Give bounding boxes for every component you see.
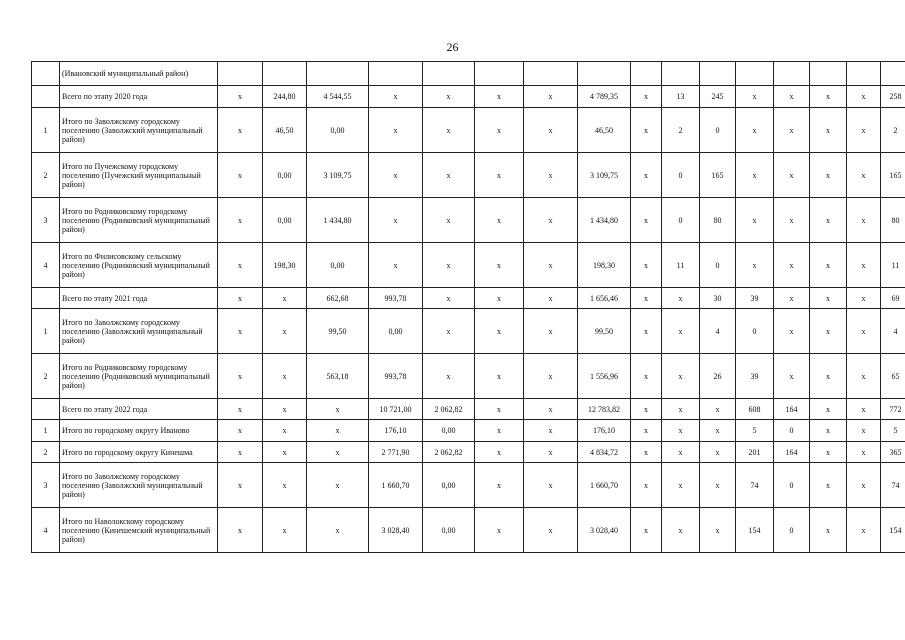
table-cell: 11 xyxy=(662,243,700,288)
table-cell: х xyxy=(662,399,700,420)
table-cell: х xyxy=(631,198,662,243)
table-cell: 2 771,90 xyxy=(369,442,423,463)
table-cell: 563,18 xyxy=(307,354,369,399)
table-cell: 69 xyxy=(881,288,905,309)
table-cell: 4 xyxy=(700,309,736,354)
table-cell: 0 xyxy=(774,420,810,442)
table-cell: х xyxy=(662,309,700,354)
table-cell: 74 xyxy=(881,463,905,508)
table-cell: х xyxy=(263,399,307,420)
table-cell: 244,80 xyxy=(263,86,307,108)
table-cell: х xyxy=(475,354,524,399)
table-cell: х xyxy=(810,442,847,463)
table-cell: х xyxy=(847,288,881,309)
table-cell: 0,00 xyxy=(369,309,423,354)
table-cell: 1 434,80 xyxy=(578,198,631,243)
table-cell: 26 xyxy=(700,354,736,399)
table-cell: х xyxy=(263,420,307,442)
table-cell: х xyxy=(774,288,810,309)
table-cell: х xyxy=(423,153,475,198)
table-cell: х xyxy=(475,399,524,420)
table-cell: х xyxy=(847,508,881,553)
table-cell: х xyxy=(631,153,662,198)
table-cell: 1 660,70 xyxy=(578,463,631,508)
row-number xyxy=(32,399,60,420)
table-row xyxy=(32,420,905,442)
table-cell: х xyxy=(631,463,662,508)
table-cell: х xyxy=(662,463,700,508)
table-cell: х xyxy=(524,86,578,108)
table-cell: 0,00 xyxy=(263,153,307,198)
table-cell: х xyxy=(774,86,810,108)
table-cell: х xyxy=(475,442,524,463)
table-cell: х xyxy=(369,198,423,243)
row-name: Итого по Пучежскому городскому поселению (Пучежский муниципальный район) xyxy=(60,153,218,198)
table-body xyxy=(32,62,905,553)
table-row xyxy=(32,442,905,463)
table-cell xyxy=(847,62,881,86)
table-cell: 0,00 xyxy=(263,198,307,243)
table-cell: 154 xyxy=(881,508,905,553)
table-cell: 198,30 xyxy=(263,243,307,288)
row-name: Итого по Заволжскому городскому поселению (Заволжский муниципальный район) xyxy=(60,108,218,153)
report-table xyxy=(31,61,905,553)
table-cell: х xyxy=(847,153,881,198)
row-name: Итого по городскому округу Иваново xyxy=(60,420,218,442)
table-cell: х xyxy=(847,86,881,108)
table-cell: 5 xyxy=(736,420,774,442)
table-cell: х xyxy=(847,309,881,354)
table-cell: 4 834,72 xyxy=(578,442,631,463)
table-row xyxy=(32,153,905,198)
table-cell: х xyxy=(307,442,369,463)
table-cell: х xyxy=(218,86,263,108)
table-cell: х xyxy=(631,508,662,553)
table-cell: х xyxy=(847,420,881,442)
table-cell: 365 xyxy=(881,442,905,463)
table-cell: х xyxy=(662,508,700,553)
table-cell: 5 xyxy=(881,420,905,442)
table-cell: 198,30 xyxy=(578,243,631,288)
table-cell: х xyxy=(218,399,263,420)
row-number xyxy=(32,288,60,309)
table-cell: 176,10 xyxy=(578,420,631,442)
table-cell: х xyxy=(475,288,524,309)
row-name: Итого по Родниковскому городскому поселению (Родниковский муниципальный район) xyxy=(60,198,218,243)
table-cell: х xyxy=(475,153,524,198)
table-cell: х xyxy=(263,354,307,399)
table-cell: х xyxy=(263,288,307,309)
table-cell: х xyxy=(475,463,524,508)
table-cell: 0 xyxy=(774,463,810,508)
table-cell: 74 xyxy=(736,463,774,508)
table-row xyxy=(32,86,905,108)
table-cell: 4 544,55 xyxy=(307,86,369,108)
row-name: Итого по городскому округу Кинешма xyxy=(60,442,218,463)
table-cell: 662,68 xyxy=(307,288,369,309)
table-cell xyxy=(810,62,847,86)
table-cell: 39 xyxy=(736,354,774,399)
row-number: 2 xyxy=(32,153,60,198)
row-number: 3 xyxy=(32,463,60,508)
table-cell: х xyxy=(475,420,524,442)
table-cell: х xyxy=(263,508,307,553)
table-cell xyxy=(218,62,263,86)
table-cell: х xyxy=(736,86,774,108)
table-cell: х xyxy=(423,86,475,108)
table-cell: х xyxy=(307,399,369,420)
table-cell xyxy=(631,62,662,86)
table-cell: 10 721,00 xyxy=(369,399,423,420)
row-name: Итого по Родниковскому городскому поселению (Родниковский муниципальный район) xyxy=(60,354,218,399)
table-cell: 99,50 xyxy=(307,309,369,354)
table-cell: х xyxy=(423,243,475,288)
table-cell: х xyxy=(218,108,263,153)
table-cell: 80 xyxy=(881,198,905,243)
table-cell: х xyxy=(810,463,847,508)
table-cell: 608 xyxy=(736,399,774,420)
table-cell: х xyxy=(810,309,847,354)
table-cell: х xyxy=(700,399,736,420)
table-cell: х xyxy=(847,108,881,153)
table-row xyxy=(32,354,905,399)
table-cell xyxy=(736,62,774,86)
table-cell: 80 xyxy=(700,198,736,243)
table-cell: х xyxy=(847,442,881,463)
table-cell: 39 xyxy=(736,288,774,309)
table-cell: х xyxy=(218,309,263,354)
table-cell: 164 xyxy=(774,442,810,463)
table-cell: 772 xyxy=(881,399,905,420)
row-name: Итого по Заволжскому городскому поселению (Заволжский муниципальный район) xyxy=(60,463,218,508)
table-cell: 1 556,96 xyxy=(578,354,631,399)
table-cell: х xyxy=(423,108,475,153)
table-cell: х xyxy=(810,399,847,420)
table-cell: 46,50 xyxy=(263,108,307,153)
table-cell: х xyxy=(631,442,662,463)
table-cell: х xyxy=(810,108,847,153)
table-cell: х xyxy=(263,463,307,508)
table-cell: х xyxy=(218,243,263,288)
table-cell: х xyxy=(524,442,578,463)
table-cell: 13 xyxy=(662,86,700,108)
table-cell: х xyxy=(774,198,810,243)
table-cell: 12 783,82 xyxy=(578,399,631,420)
row-number: 2 xyxy=(32,354,60,399)
table-cell: 65 xyxy=(881,354,905,399)
table-cell: х xyxy=(475,309,524,354)
table-cell: х xyxy=(700,463,736,508)
table-cell: 258 xyxy=(881,86,905,108)
table-cell: х xyxy=(736,108,774,153)
table-cell: 2 062,82 xyxy=(423,399,475,420)
row-number: 1 xyxy=(32,108,60,153)
table-cell: 0,00 xyxy=(423,420,475,442)
table-cell: 164 xyxy=(774,399,810,420)
table-row xyxy=(32,508,905,553)
table-cell: 201 xyxy=(736,442,774,463)
table-cell: х xyxy=(524,354,578,399)
table-cell: х xyxy=(810,354,847,399)
table-row xyxy=(32,463,905,508)
table-cell: х xyxy=(218,354,263,399)
table-cell: х xyxy=(736,153,774,198)
table-cell: х xyxy=(524,508,578,553)
table-cell: 993,78 xyxy=(369,354,423,399)
table-cell: х xyxy=(263,309,307,354)
row-number xyxy=(32,86,60,108)
table-cell: х xyxy=(524,288,578,309)
table-row xyxy=(32,62,905,86)
table-cell: х xyxy=(774,354,810,399)
table-cell: х xyxy=(423,354,475,399)
table-cell: х xyxy=(524,198,578,243)
table-cell: 245 xyxy=(700,86,736,108)
table-cell xyxy=(662,62,700,86)
table-cell: х xyxy=(218,198,263,243)
table-cell: х xyxy=(631,420,662,442)
row-name: Всего по этапу 2022 года xyxy=(60,399,218,420)
table-cell: х xyxy=(307,508,369,553)
table-cell: 99,50 xyxy=(578,309,631,354)
row-name: Всего по этапу 2020 года xyxy=(60,86,218,108)
table-cell: 0 xyxy=(700,243,736,288)
row-number: 1 xyxy=(32,420,60,442)
table-row xyxy=(32,198,905,243)
table-cell: х xyxy=(369,108,423,153)
row-name: Итого по Филисовскому сельскому поселению (Родниковский муниципальный район) xyxy=(60,243,218,288)
table-row xyxy=(32,288,905,309)
table-cell: х xyxy=(263,442,307,463)
table-cell: 993,78 xyxy=(369,288,423,309)
table-cell: х xyxy=(369,86,423,108)
table-cell xyxy=(423,62,475,86)
table-row xyxy=(32,309,905,354)
table-cell: х xyxy=(810,243,847,288)
table-cell: 30 xyxy=(700,288,736,309)
table-cell: х xyxy=(662,442,700,463)
table-cell: х xyxy=(631,288,662,309)
table-cell xyxy=(881,62,905,86)
table-cell: х xyxy=(524,399,578,420)
table-cell: х xyxy=(736,198,774,243)
table-cell: х xyxy=(631,354,662,399)
row-name: Всего по этапу 2021 года xyxy=(60,288,218,309)
table-cell: 1 434,80 xyxy=(307,198,369,243)
table-cell: х xyxy=(810,508,847,553)
table-cell: х xyxy=(524,108,578,153)
table-cell: х xyxy=(847,354,881,399)
table-cell: х xyxy=(307,420,369,442)
table-cell: 3 109,75 xyxy=(578,153,631,198)
table-cell xyxy=(369,62,423,86)
table-cell: х xyxy=(662,288,700,309)
table-cell: х xyxy=(423,198,475,243)
table-cell: 0,00 xyxy=(307,108,369,153)
table-cell: 3 028,40 xyxy=(369,508,423,553)
table-cell: х xyxy=(847,399,881,420)
table-cell: 0 xyxy=(700,108,736,153)
row-number: 1 xyxy=(32,309,60,354)
row-name: Итого по Заволжскому городскому поселению (Заволжский муниципальный район) xyxy=(60,309,218,354)
table-cell: х xyxy=(700,442,736,463)
table-cell: х xyxy=(218,442,263,463)
table-cell: 1 660,70 xyxy=(369,463,423,508)
table-cell: 2 062,82 xyxy=(423,442,475,463)
table-cell: х xyxy=(847,243,881,288)
table-cell: х xyxy=(524,153,578,198)
table-cell: х xyxy=(774,153,810,198)
table-cell: х xyxy=(524,243,578,288)
table-cell: х xyxy=(631,309,662,354)
table-cell: 1 656,46 xyxy=(578,288,631,309)
table-cell: х xyxy=(475,86,524,108)
table-cell: х xyxy=(369,243,423,288)
table-cell: х xyxy=(662,354,700,399)
table-cell: х xyxy=(810,198,847,243)
table-cell: х xyxy=(774,243,810,288)
table-cell: 2 xyxy=(662,108,700,153)
table-cell: х xyxy=(475,243,524,288)
table-cell: х xyxy=(631,108,662,153)
table-cell: 165 xyxy=(700,153,736,198)
row-name: (Ивановский муниципальный район) xyxy=(60,62,218,86)
table-cell: х xyxy=(475,108,524,153)
table-cell xyxy=(700,62,736,86)
table-row xyxy=(32,108,905,153)
table-cell: 46,50 xyxy=(578,108,631,153)
table-cell: х xyxy=(774,108,810,153)
table-cell: 4 789,35 xyxy=(578,86,631,108)
table-cell: х xyxy=(700,420,736,442)
table-cell: 0,00 xyxy=(423,508,475,553)
table-cell: 176,10 xyxy=(369,420,423,442)
table-cell xyxy=(578,62,631,86)
table-cell: 3 028,40 xyxy=(578,508,631,553)
table-cell: х xyxy=(847,463,881,508)
table-cell: х xyxy=(631,86,662,108)
table-cell xyxy=(263,62,307,86)
table-cell: 0 xyxy=(662,198,700,243)
table-cell xyxy=(475,62,524,86)
table-cell xyxy=(307,62,369,86)
table-cell: х xyxy=(524,420,578,442)
table-cell: х xyxy=(631,399,662,420)
row-number: 4 xyxy=(32,508,60,553)
table-cell: х xyxy=(810,153,847,198)
row-number: 3 xyxy=(32,198,60,243)
table-cell: х xyxy=(700,508,736,553)
table-cell: х xyxy=(524,463,578,508)
table-cell: х xyxy=(774,309,810,354)
table-cell: х xyxy=(218,463,263,508)
table-cell: х xyxy=(218,288,263,309)
page-number: 26 xyxy=(446,40,459,54)
table-cell: х xyxy=(810,420,847,442)
table-cell: х xyxy=(847,198,881,243)
table-cell: х xyxy=(524,309,578,354)
table-cell: 0,00 xyxy=(307,243,369,288)
table-cell: 11 xyxy=(881,243,905,288)
row-number xyxy=(32,62,60,86)
table-cell: 0 xyxy=(774,508,810,553)
table-cell: х xyxy=(307,463,369,508)
table-cell: 0 xyxy=(736,309,774,354)
table-cell: 0,00 xyxy=(423,463,475,508)
table-cell: 165 xyxy=(881,153,905,198)
table-cell: х xyxy=(810,86,847,108)
table-cell: х xyxy=(475,508,524,553)
table-cell: 154 xyxy=(736,508,774,553)
table-cell: х xyxy=(218,420,263,442)
table-cell: 2 xyxy=(881,108,905,153)
table-row xyxy=(32,243,905,288)
table-cell: х xyxy=(810,288,847,309)
row-name: Итого по Наволокскому городскому поселению (Кинешемский муниципальный район) xyxy=(60,508,218,553)
table-cell: х xyxy=(631,243,662,288)
table-cell: х xyxy=(736,243,774,288)
row-number: 2 xyxy=(32,442,60,463)
table-cell: 3 109,75 xyxy=(307,153,369,198)
row-number: 4 xyxy=(32,243,60,288)
table-cell: х xyxy=(662,420,700,442)
table-cell: 0 xyxy=(662,153,700,198)
table-cell: 4 xyxy=(881,309,905,354)
table-cell: х xyxy=(369,153,423,198)
table-cell: х xyxy=(475,198,524,243)
table-cell: х xyxy=(423,288,475,309)
table-row xyxy=(32,399,905,420)
table-cell: х xyxy=(218,153,263,198)
table-cell xyxy=(524,62,578,86)
table-cell: х xyxy=(218,508,263,553)
table-cell xyxy=(774,62,810,86)
table-cell: х xyxy=(423,309,475,354)
